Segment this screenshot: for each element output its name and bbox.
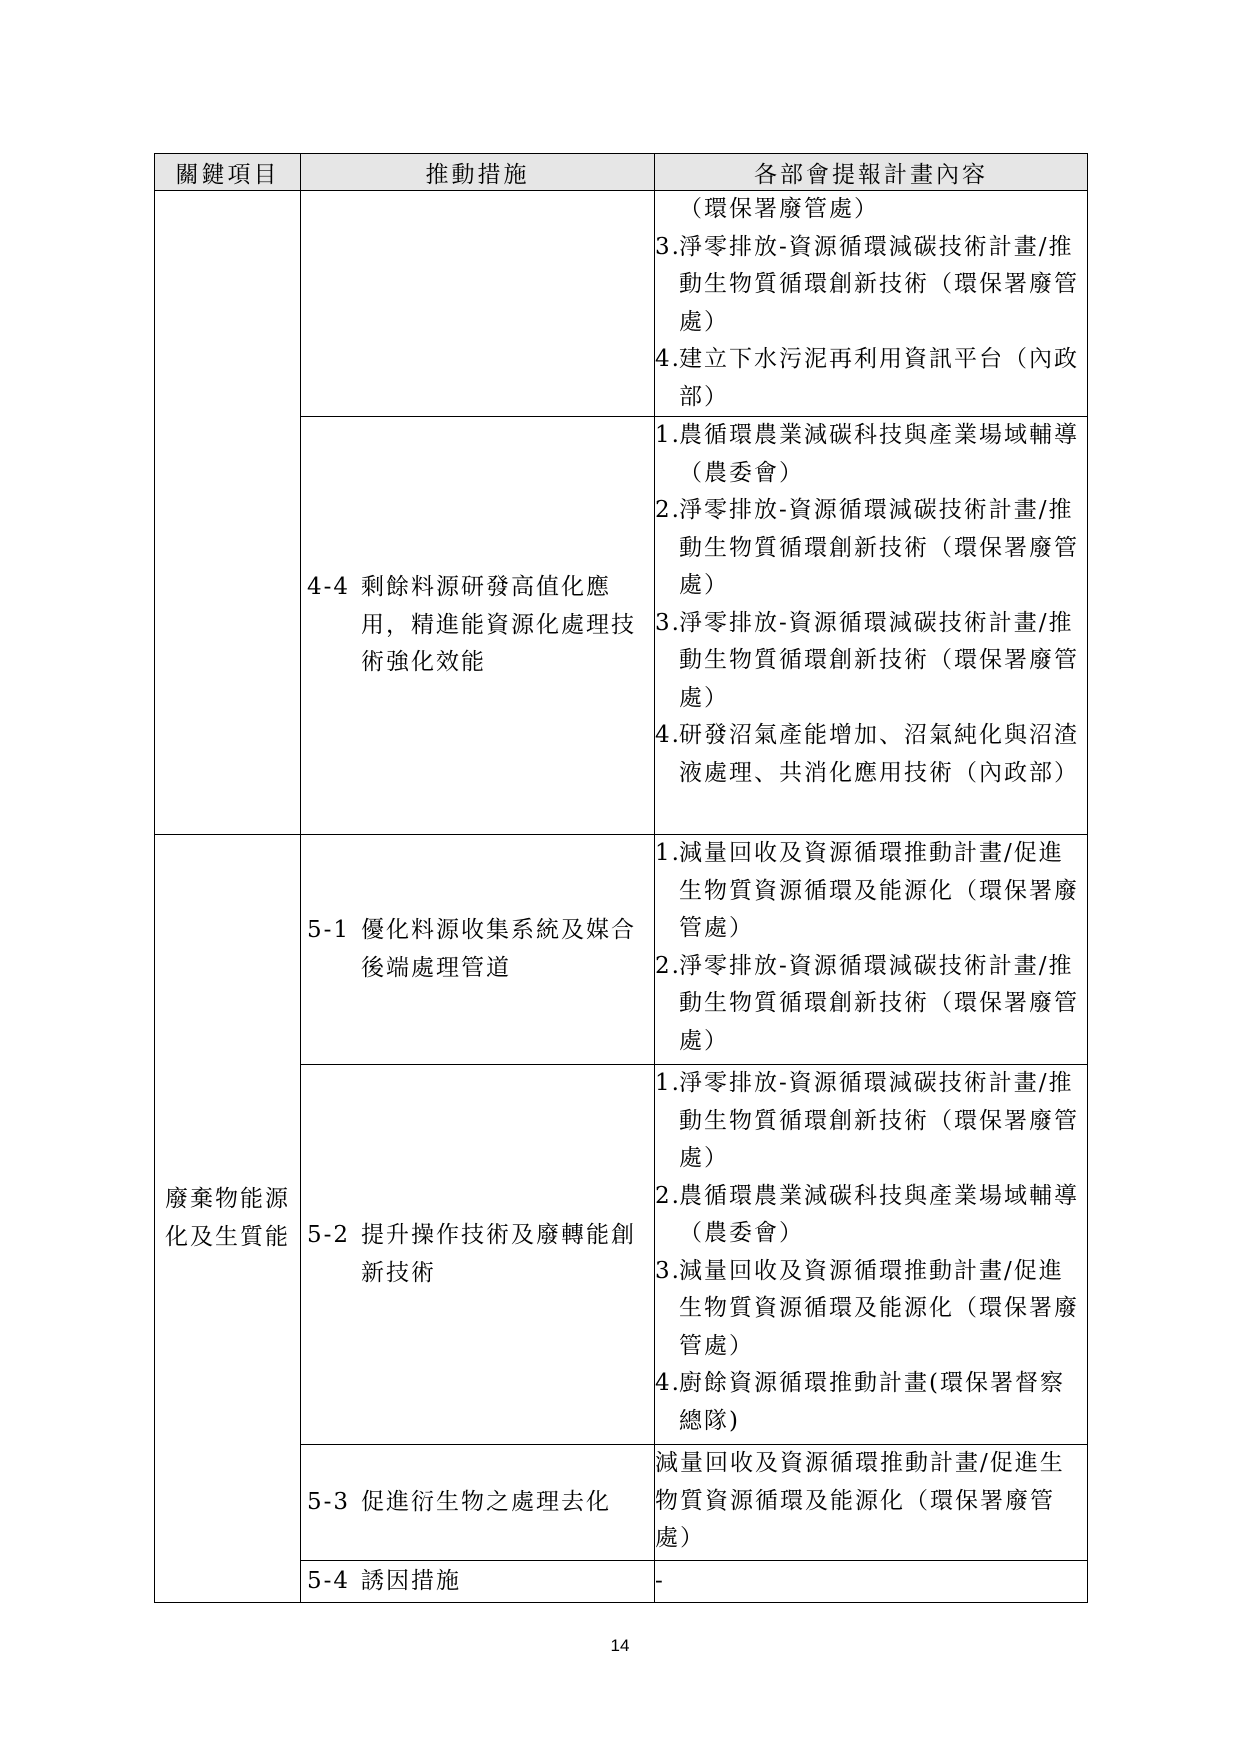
measure-text: 促進衍生物之處理去化 <box>361 1488 611 1515</box>
table-header-row <box>155 154 1088 191</box>
header-plan-content: 各部會提報計畫內容 <box>655 154 1088 191</box>
measure-number: 5-3 <box>307 1488 351 1515</box>
plan-cell-continued <box>655 191 1088 417</box>
header-key-item: 關鍵項目 <box>155 154 301 191</box>
plan-item: （環保署廢管處） <box>679 196 879 222</box>
plan-item: 1. 淨零排放-資源循環減碳技術計畫/推動生物質循環創新技術（環保署廢管處） <box>655 1070 1079 1171</box>
measure-text: 優化料源收集系統及媒合後端處理管道 <box>361 917 636 981</box>
plan-item: 3. 減量回收及資源循環推動計畫/促進生物質資源循環及能源化（環保署廢管處） <box>655 1257 1079 1359</box>
plan-item: 3. 淨零排放-資源循環減碳技術計畫/推動生物質循環創新技術（環保署廢管處） <box>655 233 1079 335</box>
measure-text: 提升操作技術及廢轉能創新技術 <box>361 1222 636 1286</box>
plan-cell-5-3: 減量回收及資源循環推動計畫/促進生物質資源循環及能源化（環保署廢管處） <box>655 1445 1088 1561</box>
plan-cell-4-4 <box>655 417 1088 835</box>
plan-item: 1. 減量回收及資源循環推動計畫/促進生物質資源循環及能源化（環保署廢管處） <box>655 840 1079 941</box>
plan-item: 4. 建立下水污泥再利用資訊平台（內政部） <box>655 346 1079 410</box>
plan-item: 2. 淨零排放-資源循環減碳技術計畫/推動生物質循環創新技術（環保署廢管處） <box>655 497 1079 598</box>
measure-text: 誘因措施 <box>361 1567 461 1594</box>
measure-cell-4-4 <box>301 417 655 835</box>
plan-cell-5-4: - <box>655 1561 1088 1603</box>
plan-item: 3. 淨零排放-資源循環減碳技術計畫/推動生物質循環創新技術（環保署廢管處） <box>655 609 1079 711</box>
key-item-cell-waste-energy: 廢棄物能源化及生質能 <box>155 835 301 1603</box>
table-row <box>155 191 1088 417</box>
measure-cell-empty <box>301 191 655 417</box>
measure-text: 剩餘料源研發高值化應用，精進能資源化處理技術強化效能 <box>361 574 636 676</box>
plan-item: 1. 農循環農業減碳科技與產業場域輔導（農委會） <box>655 422 1079 486</box>
measure-number: 4-4 <box>307 574 351 601</box>
plan-cell-5-2 <box>655 1065 1088 1445</box>
measure-number: 5-4 <box>307 1567 351 1594</box>
measure-number: 5-1 <box>307 917 351 943</box>
plan-item: 4. 研發沼氣產能增加、沼氣純化與沼渣液處理、共消化應用技術（內政部） <box>655 722 1079 786</box>
plan-table <box>154 153 1088 1603</box>
key-item-cell-empty <box>155 191 301 835</box>
plan-item: 2. 淨零排放-資源循環減碳技術計畫/推動生物質循環創新技術（環保署廢管處） <box>655 952 1079 1054</box>
header-measure: 推動措施 <box>301 154 655 191</box>
page-number: 14 <box>610 1636 630 1655</box>
measure-number: 5-2 <box>307 1222 351 1248</box>
plan-item: 2. 農循環農業減碳科技與產業場域輔導（農委會） <box>655 1182 1079 1246</box>
table-row <box>155 835 1088 1065</box>
measure-cell-5-2 <box>301 1065 655 1445</box>
measure-cell-5-3 <box>301 1445 655 1561</box>
plan-cell-5-1 <box>655 835 1088 1065</box>
measure-cell-5-1 <box>301 835 655 1065</box>
plan-item: 4. 廚餘資源循環推動計畫(環保署督察總隊) <box>655 1370 1065 1434</box>
measure-cell-5-4 <box>301 1561 655 1603</box>
